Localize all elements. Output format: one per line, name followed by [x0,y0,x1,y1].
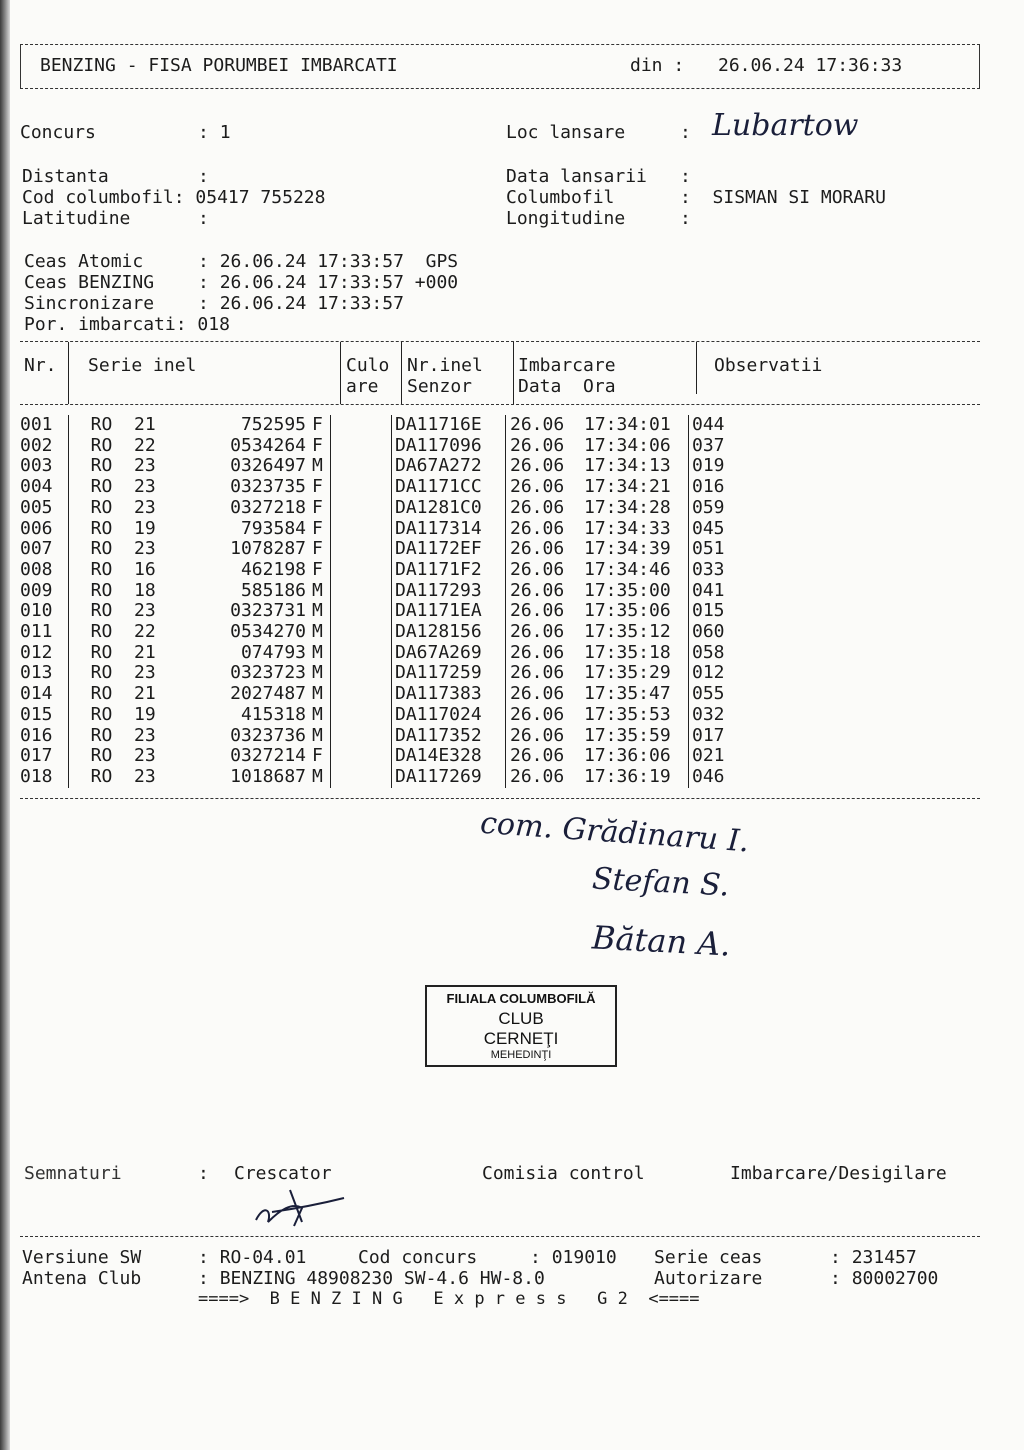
cell-nr: 015 [20,705,69,726]
cell-inel: 0323735 [230,476,306,498]
cell-data: 26.06 [510,724,565,746]
cell-senzor: DA1171CC [392,477,506,498]
cell-tara: RO [90,476,113,498]
cell-inel: 0326497 [230,455,306,477]
cell-nr: 016 [20,726,69,747]
stamp-line-4: MEHEDINŢI [490,1049,552,1061]
cell-tara: RO [90,600,113,622]
cell-nr: 018 [20,767,69,788]
cell-an: 23 [134,600,156,622]
cell-obs: 046 [692,765,725,787]
cell-an: 23 [134,538,156,560]
cell-sex: F [312,539,331,560]
stamp-line-1: FILIALA COLUMBOFILĂ [446,991,596,1006]
col-imbarcare-header-1: Imbarcare [518,355,616,376]
cell-tara: RO [90,434,113,456]
cell-inel: 752595 [240,414,306,435]
cell-nr: 010 [20,601,69,622]
data-lansarii-colon: : [680,166,702,187]
cell-nr: 002 [20,436,69,457]
cell-senzor: DA117269 [392,767,506,788]
columbofil-value: SISMAN SI MORARU [712,187,886,208]
cell-sex: M [312,767,331,788]
cell-data: 26.06 [510,496,565,518]
cell-senzor: DA1281C0 [392,498,506,519]
ceas-benzing-value: 26.06.24 17:33:57 [219,272,404,293]
cell-data: 26.06 [510,558,565,580]
table-row [20,477,725,498]
table-row [20,539,725,560]
cell-nr: 013 [20,663,69,684]
cell-obs: 017 [692,724,725,746]
cell-ora: 17:35:47 [584,684,689,705]
cell-obs: 060 [692,621,725,643]
semnaturi-colon: : [198,1163,209,1184]
handwritten-committee-2: Stefan S. [591,861,731,904]
table-row [20,705,725,726]
cell-inel: 2027487 [230,683,306,705]
footer-rule [20,1236,980,1237]
cell-ora: 17:35:00 [584,581,689,602]
cell-obs: 032 [692,703,725,725]
table-row [20,560,725,581]
cod-columbofil-label: Cod columbofil: 05417 755228 [22,187,326,208]
cell-inel: 0323723 [230,662,306,684]
cell-an: 23 [134,745,156,767]
cell-an: 23 [134,496,156,518]
cell-culoare [331,477,392,498]
stamp-line-3: CERNEŢI [483,1029,559,1048]
cell-ora: 17:34:06 [584,436,689,457]
cell-tara: RO [90,662,113,684]
handwritten-committee-1: com. Grădinaru I. [479,805,751,860]
col-culo-header-1: Culo [346,355,390,376]
cell-sex: M [312,456,331,477]
col-culo-header-2: are [346,376,379,397]
cell-tara: RO [90,621,113,643]
antena-label: Antena Club [22,1268,142,1289]
cell-tara: RO [90,455,113,477]
cell-senzor: DA117314 [392,519,506,540]
header-bottom-rule [20,88,980,89]
cell-sex: F [312,477,331,498]
cell-tara: RO [90,496,113,518]
cell-data: 26.06 [510,662,565,684]
print-datetime: 26.06.24 17:36:33 [718,55,903,76]
col-nr-header: Nr. [24,355,57,376]
loc-lansare-handwritten: Lubartow [712,108,859,143]
table-row [20,601,725,622]
cell-data: 26.06 [510,517,565,539]
cell-senzor: DA67A272 [392,456,506,477]
cell-obs: 051 [692,538,725,560]
cell-senzor: DA1172EF [392,539,506,560]
cell-tara: RO [90,414,113,435]
cell-data: 26.06 [510,621,565,643]
hdr-sep-5 [696,342,697,394]
cell-an: 23 [134,765,156,787]
serie-ceas-label: Serie ceas [654,1247,763,1268]
cell-data: 26.06 [510,745,565,767]
antena-value: BENZING 48908230 SW-4.6 HW-8.0 [219,1268,545,1289]
table-bottom-rule [20,798,980,799]
cell-inel: 0323736 [230,724,306,746]
cell-ora: 17:36:06 [584,746,689,767]
cell-ora: 17:34:33 [584,519,689,540]
cell-obs: 021 [692,745,725,767]
cell-senzor: DA117352 [392,726,506,747]
cell-sex: F [312,746,331,767]
cell-ora: 17:35:06 [584,601,689,622]
sincronizare-value: 26.06.24 17:33:57 [219,293,404,314]
cell-inel: 585186 [240,579,306,601]
ceas-benzing-label: Ceas BENZING [24,272,155,293]
table-row [20,726,725,747]
cell-tara: RO [90,703,113,725]
cell-data: 26.06 [510,600,565,622]
cell-culoare [331,519,392,540]
cell-culoare [331,746,392,767]
imbarcati-label: Por. imbarcati [24,314,176,335]
cell-data: 26.06 [510,765,565,787]
col-senzor-header-1: Nr.inel [407,355,483,376]
serie-ceas-row: : 231457 [830,1247,917,1268]
cell-ora: 17:34:21 [584,477,689,498]
cell-obs: 041 [692,579,725,601]
cell-sex: F [312,560,331,581]
cell-culoare [331,601,392,622]
autorizare-label: Autorizare [654,1268,763,1289]
cell-ora: 17:35:12 [584,622,689,643]
cell-sex: M [312,581,331,602]
imbarcati-value: 018 [197,314,230,335]
cell-inel: 462198 [240,558,306,580]
serie-ceas-value: 231457 [851,1247,917,1268]
ceas-atomic-label: Ceas Atomic [24,251,144,272]
cod-columbofil-value: 05417 755228 [195,187,326,208]
cell-culoare [331,767,392,788]
cell-ora: 17:34:13 [584,456,689,477]
cell-sex: M [312,643,331,664]
cell-ora: 17:36:19 [584,767,689,788]
autorizare-row: : 80002700 [830,1268,939,1289]
antena-row: : BENZING 48908230 SW-4.6 HW-8.0 [198,1268,545,1289]
cell-nr: 004 [20,477,69,498]
table-row [20,663,725,684]
cell-an: 23 [134,724,156,746]
cell-inel: 0323731 [230,600,306,622]
cell-tara: RO [90,745,113,767]
cell-senzor: DA67A269 [392,643,506,664]
stamp-line-2: CLUB [498,1009,544,1028]
cell-inel: 0534264 [230,434,306,456]
columbofil-colon: : SISMAN SI MORARU [680,187,886,208]
cell-obs: 044 [692,414,725,435]
versiune-label: Versiune SW [22,1247,142,1268]
cell-sex: M [312,705,331,726]
cell-an: 22 [134,434,156,456]
cell-data: 26.06 [510,455,565,477]
cell-obs: 059 [692,496,725,518]
concurs-colon: : 1 [198,122,231,143]
cell-an: 22 [134,621,156,643]
cell-nr: 011 [20,622,69,643]
hdr-sep-1 [68,342,69,404]
cell-ora: 17:35:59 [584,726,689,747]
cell-sex: M [312,684,331,705]
table-header-rule [20,404,980,405]
benzing-banner: ====> B E N Z I N G E x p r e s s G 2 <==== [198,1289,700,1309]
cell-ora: 17:34:01 [584,415,689,436]
cell-nr: 007 [20,539,69,560]
sincronizare-label: Sincronizare [24,293,155,314]
comisia-label: Comisia control [482,1163,645,1184]
table-row [20,684,725,705]
table-row [20,456,725,477]
cell-sex: F [312,415,331,436]
cell-nr: 009 [20,581,69,602]
semnaturi-label: Semnaturi [24,1163,122,1184]
document-title: BENZING - FISA PORUMBEI IMBARCATI [40,55,398,76]
concurs-label: Concurs [20,122,96,143]
cell-sex: M [312,601,331,622]
cell-culoare [331,622,392,643]
latitudine-label: Latitudine [22,208,131,229]
cell-ora: 17:34:39 [584,539,689,560]
cell-tara: RO [90,724,113,746]
cell-an: 21 [134,683,156,705]
cell-culoare [331,539,392,560]
data-lansarii-label: Data lansarii [506,166,647,187]
cell-ora: 17:34:28 [584,498,689,519]
cell-tara: RO [90,765,113,787]
cell-an: 23 [134,455,156,477]
cell-obs: 012 [692,662,725,684]
cell-nr: 006 [20,519,69,540]
cell-senzor: DA117096 [392,436,506,457]
cell-inel: 074793 [240,641,306,663]
cell-senzor: DA117293 [392,581,506,602]
table-row [20,436,725,457]
cell-ora: 17:35:29 [584,663,689,684]
ceas-benzing-suffix: +000 [414,272,459,293]
handwritten-committee-3: Bătan A. [591,918,732,964]
cell-nr: 003 [20,456,69,477]
table-row [20,498,725,519]
cell-senzor: DA117024 [392,705,506,726]
cell-data: 26.06 [510,641,565,663]
cell-an: 16 [134,558,156,580]
sincronizare-row: : 26.06.24 17:33:57 [198,293,404,314]
table-row [20,622,725,643]
hdr-sep-4 [513,342,514,404]
cell-inel: 0327218 [230,496,306,518]
cell-nr: 012 [20,643,69,664]
cell-obs: 045 [692,517,725,539]
cell-sex: M [312,622,331,643]
cell-data: 26.06 [510,683,565,705]
imbarcati-row: Por. imbarcati: 018 [24,314,230,335]
cod-concurs-value: 019010 [551,1247,617,1268]
cell-ora: 17:34:46 [584,560,689,581]
table-row [20,581,725,602]
ceas-atomic-value: 26.06.24 17:33:57 [219,251,404,272]
table-row [20,415,725,436]
cell-inel: 1078287 [230,538,306,560]
crescator-signature [250,1182,350,1232]
cell-nr: 001 [20,415,69,436]
cell-culoare [331,581,392,602]
cell-obs: 016 [692,476,725,498]
cell-obs: 037 [692,434,725,456]
cell-nr: 008 [20,560,69,581]
hdr-sep-2 [340,342,341,404]
cell-obs: 033 [692,558,725,580]
cell-ora: 17:35:18 [584,643,689,664]
cell-senzor: DA14E328 [392,746,506,767]
cell-culoare [331,684,392,705]
cell-an: 23 [134,476,156,498]
table-row [20,767,725,788]
longitudine-label: Longitudine [506,208,626,229]
loc-lansare-label: Loc lansare [506,122,626,143]
cell-an: 19 [134,517,156,539]
cell-sex: M [312,726,331,747]
cell-data: 26.06 [510,434,565,456]
cell-culoare [331,663,392,684]
cell-senzor: DA1171EA [392,601,506,622]
col-imbarcare-header-2: Data Ora [518,376,616,397]
club-stamp [425,985,617,1067]
cod-concurs-row: : 019010 [530,1247,617,1268]
cell-inel: 1018687 [230,765,306,787]
table-row [20,746,725,767]
cell-ora: 17:35:53 [584,705,689,726]
col-observatii-header: Observatii [714,355,823,376]
cell-data: 26.06 [510,703,565,725]
cell-tara: RO [90,538,113,560]
cod-columbofil-label-text: Cod columbofil [22,187,174,208]
cell-sex: F [312,519,331,540]
distanta-label: Distanta [22,166,109,187]
pigeon-table-body [20,415,725,788]
col-senzor-header-2: Senzor [407,376,473,397]
cell-data: 26.06 [510,538,565,560]
cell-tara: RO [90,641,113,663]
longitudine-colon: : [680,208,702,229]
cell-obs: 058 [692,641,725,663]
cell-senzor: DA128156 [392,622,506,643]
cell-tara: RO [90,683,113,705]
versiune-value: RO-04.01 [219,1247,307,1268]
cell-sex: F [312,436,331,457]
cell-culoare [331,705,392,726]
cell-obs: 015 [692,600,725,622]
cell-nr: 017 [20,746,69,767]
cell-inel: 415318 [240,703,306,725]
din-label: din : [630,55,685,76]
cell-obs: 055 [692,683,725,705]
distanta-colon: : [198,166,220,187]
cell-culoare [331,436,392,457]
table-row [20,643,725,664]
hdr-sep-3 [401,342,402,404]
cell-an: 19 [134,703,156,725]
cell-nr: 014 [20,684,69,705]
cell-data: 26.06 [510,414,565,435]
concurs-value: 1 [219,122,231,143]
cell-inel: 793584 [240,517,306,539]
cell-tara: RO [90,558,113,580]
cell-senzor: DA117383 [392,684,506,705]
cell-data: 26.06 [510,579,565,601]
cell-senzor: DA117259 [392,663,506,684]
latitudine-colon: : [198,208,220,229]
pigeon-table [20,415,725,788]
cell-culoare [331,415,392,436]
crescator-label: Crescator [234,1163,332,1184]
loc-lansare-colon: : [680,122,691,143]
imbarcare-desigilare-label: Imbarcare/Desigilare [730,1163,947,1184]
cell-nr: 005 [20,498,69,519]
cell-inel: 0327214 [230,745,306,767]
cell-an: 23 [134,662,156,684]
cod-concurs-label: Cod concurs [358,1247,478,1268]
cell-culoare [331,726,392,747]
versiune-row: : RO-04.01 [198,1247,307,1268]
cell-tara: RO [90,579,113,601]
table-row [20,519,725,540]
cell-culoare [331,560,392,581]
cell-obs: 019 [692,455,725,477]
cell-culoare [331,643,392,664]
cell-data: 26.06 [510,476,565,498]
cell-senzor: DA1171F2 [392,560,506,581]
cell-tara: RO [90,517,113,539]
cell-sex: M [312,663,331,684]
page-edge-shadow [0,0,10,1450]
cell-an: 21 [134,641,156,663]
col-serie-header: Serie inel [88,355,197,376]
cell-culoare [331,498,392,519]
cell-an: 18 [134,579,156,601]
cell-an: 21 [134,414,156,435]
cell-senzor: DA11716E [392,415,506,436]
cell-inel: 0534270 [230,621,306,643]
ceas-benzing-row: : 26.06.24 17:33:57 +000 [198,272,459,293]
ceas-atomic-suffix: GPS [425,251,459,272]
cell-sex: F [312,498,331,519]
columbofil-label: Columbofil [506,187,615,208]
cell-culoare [331,456,392,477]
autorizare-value: 80002700 [851,1268,939,1289]
ceas-atomic-row: : 26.06.24 17:33:57 GPS [198,251,459,272]
